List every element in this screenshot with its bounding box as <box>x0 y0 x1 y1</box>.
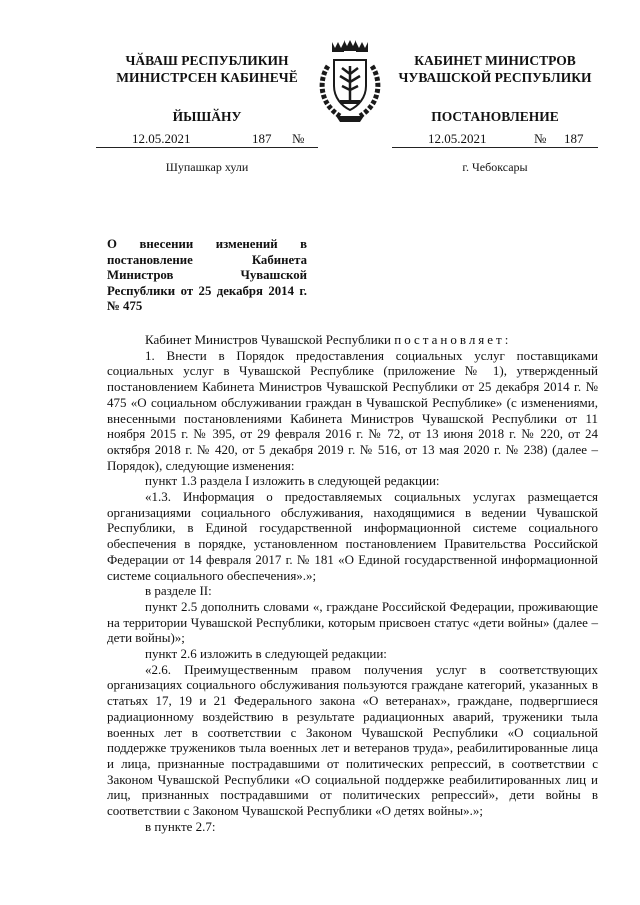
intro-prefix: Кабинет Министров Чувашской Республики <box>145 332 395 347</box>
body-paragraph-6: пункт 2.6 изложить в следующей редакции: <box>145 646 387 662</box>
date-russian: 12.05.2021 <box>428 131 487 146</box>
number-sign-chuvash: № <box>292 131 305 146</box>
body-paragraph-8: в пункте 2.7: <box>145 818 216 834</box>
doc-type-chuvash: ЙЫШӐНУ <box>172 109 242 124</box>
body-intro <box>107 332 598 348</box>
dateline-russian <box>392 131 598 148</box>
place-russian: г. Чебоксары <box>462 160 528 174</box>
body-paragraph-3: «1.3. Информация о предоставляемых социальных услугах размещается организациями социального обслуживания, находящимися в ведении Чувашской Республики, в Единой государственной информационной системе социального обеспечения в порядке, установленном постановлением Правительства Российской Федерации от 14 февраля 2017 г. № 181 «О Единой государственной информационной системе социального обеспечения».»; <box>107 489 598 583</box>
chuvash-coat-of-arms-icon <box>310 36 390 126</box>
header-chuvash-line2: МИНИСТРСЕН КАБИНЕЧӖ <box>116 70 298 85</box>
document-body <box>107 332 598 835</box>
body-paragraph-1: 1. Внести в Порядок предоставления социальных услуг поставщиками социальных услуг в Чувашской Республике (приложение № 1), утвержденный постановлением Кабинета Министров Чувашской Республики от 25 декабря 2014 г. № 475 «О социальном обслуживании граждан в Чувашской Республике» (с изменениями, внесенными постановлениями Кабинета Министров Чувашской Республики от 11 ноября 2015 г. № 395, от 29 февраля 2016 г. № 72, от 13 июня 2018 г. № 220, от 24 октября 2018 г. № 420, от 5 декабря 2019 г. № 516, от 13 мая 2020 г. № 238) (далее – Порядок), следующие изменения: <box>107 347 598 473</box>
body-paragraph-7: «2.6. Преимущественным правом получения услуг в соответствующих организациях социального обслуживания пользуются граждане категорий, указанных в статьях 17, 19 и 21 Федерального закона «О ветеранах», граждане, подвергшиеся радиационному воздействию в результате радиационных аварий, труженики тыла военных лет в соответствии с Законом Чувашской Республики «О социальной поддержке тружеников тыла военных лет и ветеранов труда», реабилитированные лица и лица, признанные пострадавшими от политических репрессий, в соответствии с Законом Чувашской Республики «О социальной поддержке реабилитированных лиц и лиц, признанных пострадавшими от политических репрессий», дети войны в соответствии с Законом Чувашской Республики «О детях войны».»; <box>107 661 598 819</box>
header-chuvash-line1: ЧӐВАШ РЕСПУБЛИКИН <box>125 53 289 68</box>
document-title: О внесении изменений в постановление Кабинета Министров Чувашской Республики от 25 декабря 2014 г. № 475 <box>107 237 307 313</box>
intro-resolves: постановляет: <box>394 332 512 347</box>
header-russian-line2: ЧУВАШСКОЙ РЕСПУБЛИКИ <box>398 70 592 85</box>
doc-type-russian: ПОСТАНОВЛЕНИЕ <box>431 109 559 124</box>
body-paragraph-4: в разделе II: <box>145 583 212 599</box>
number-russian: 187 <box>564 131 584 146</box>
place-chuvash: Шупашкар хули <box>165 160 249 174</box>
body-paragraph-2: пункт 1.3 раздела I изложить в следующей редакции: <box>145 473 440 489</box>
header-russian <box>392 52 598 125</box>
dateline-chuvash <box>96 131 318 148</box>
number-sign-russian: № <box>534 131 547 146</box>
header-chuvash <box>96 52 318 125</box>
header-russian-line1: КАБИНЕТ МИНИСТРОВ <box>414 53 576 68</box>
number-chuvash: 187 <box>252 131 272 146</box>
date-chuvash: 12.05.2021 <box>132 131 191 146</box>
body-paragraph-5: пункт 2.5 дополнить словами «, граждане Российской Федерации, проживающие на территории Чувашской Республики, которым присвоен статус «дети войны» (далее – дети войны)»; <box>107 598 598 646</box>
